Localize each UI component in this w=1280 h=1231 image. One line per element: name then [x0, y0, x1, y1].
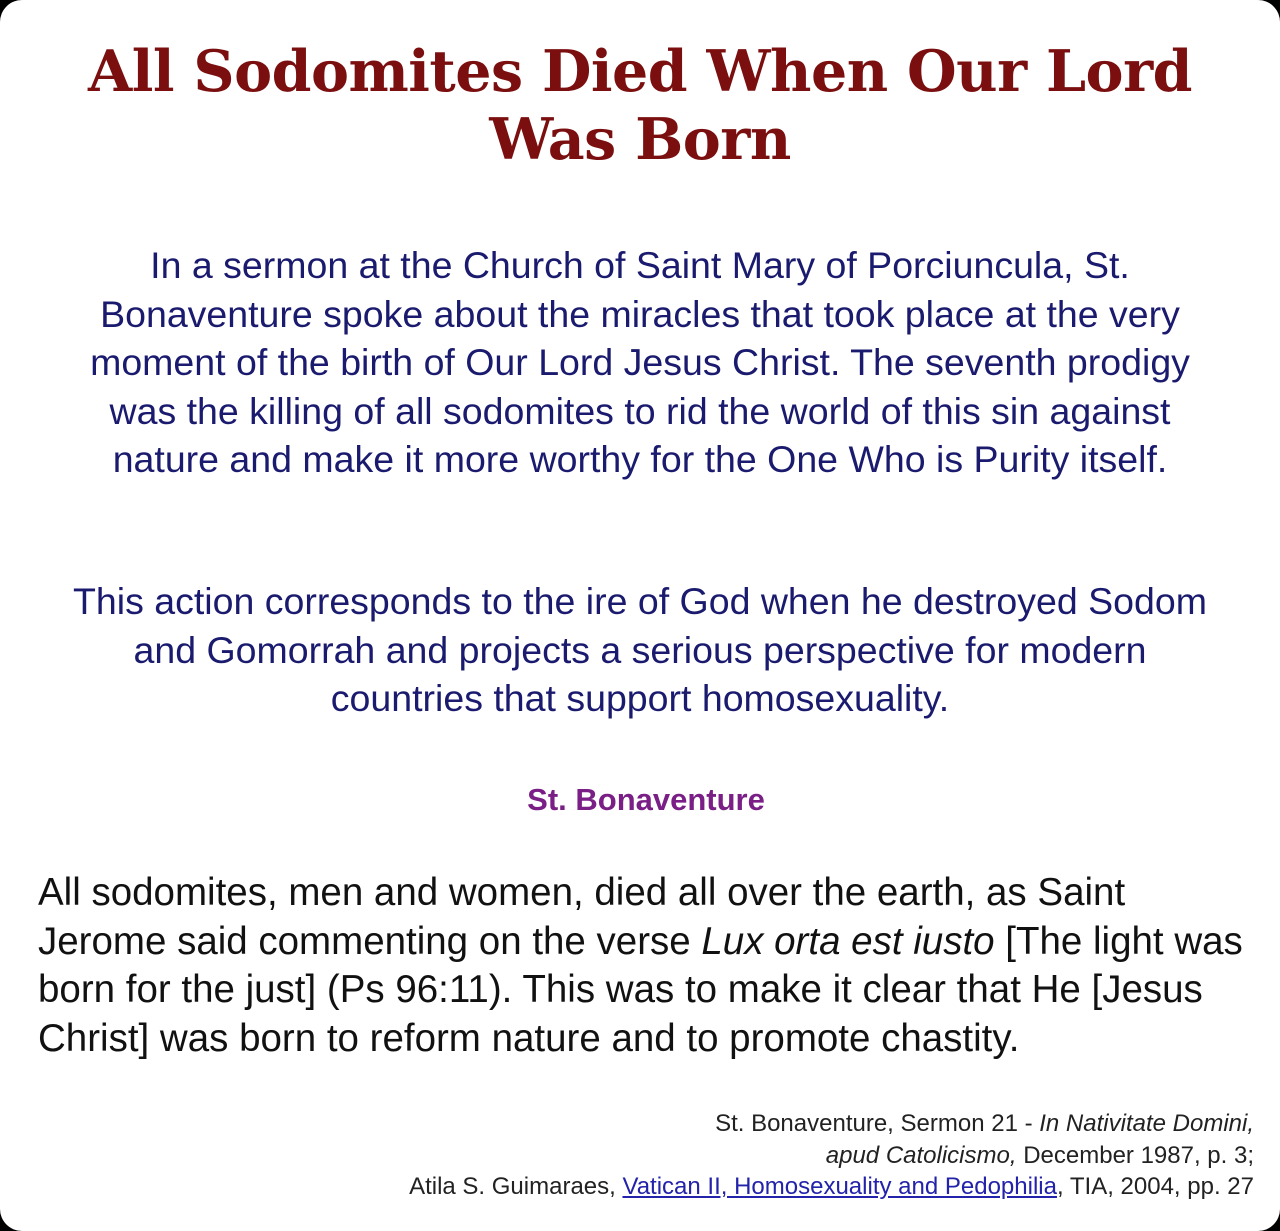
citation-line-1-prefix: St. Bonaventure, Sermon 21 -	[715, 1110, 1040, 1137]
quote-text-part-1: All sodomites, men and women, died all over the earth, as Saint Jerome said commenting on the verse	[38, 871, 1126, 963]
citation-block	[254, 1108, 1254, 1203]
citation-line-3-suffix: , TIA, 2004, pp. 27	[1056, 1173, 1254, 1200]
citation-source: apud Catolicismo,	[825, 1141, 1017, 1169]
intro-paragraph-1: In a sermon at the Church of Saint Mary of Porciuncula, St. Bonaventure spoke about the miracles that took place at the very moment of the birth of Our Lord Jesus Christ. The seventh prodigy was the killing of all sodomites to rid the world of this sin against nature and make it more worthy for the One Who is Purity itself.	[90, 244, 1190, 480]
citation-sermon-title: In Nativitate Domini,	[1039, 1110, 1254, 1137]
intro-paragraph-2: This action corresponds to the ire of God when he destroyed Sodom and Gomorrah and projects a serious perspective for modern countries that support homosexuality.	[73, 580, 1207, 719]
quote-text-part-2: [The light was born for the just] (Ps 96:11). This was to make it clear that He [Jesus Christ] was born to reform nature and to promote chastity.	[38, 919, 1243, 1060]
quote-attribution: St. Bonaventure	[527, 782, 765, 817]
quote-body	[38, 869, 1248, 1063]
book-link[interactable]: Vatican II, Homosexuality and Pedophilia	[622, 1173, 1057, 1200]
page-title: All Sodomites Died When Our Lord Was Born	[88, 38, 1192, 173]
quote-latin-verse: Lux orta est iusto	[701, 919, 995, 963]
citation-line-2-suffix: December 1987, p. 3;	[1016, 1141, 1254, 1169]
citation-line-3-prefix: Atila S. Guimaraes,	[409, 1173, 623, 1200]
